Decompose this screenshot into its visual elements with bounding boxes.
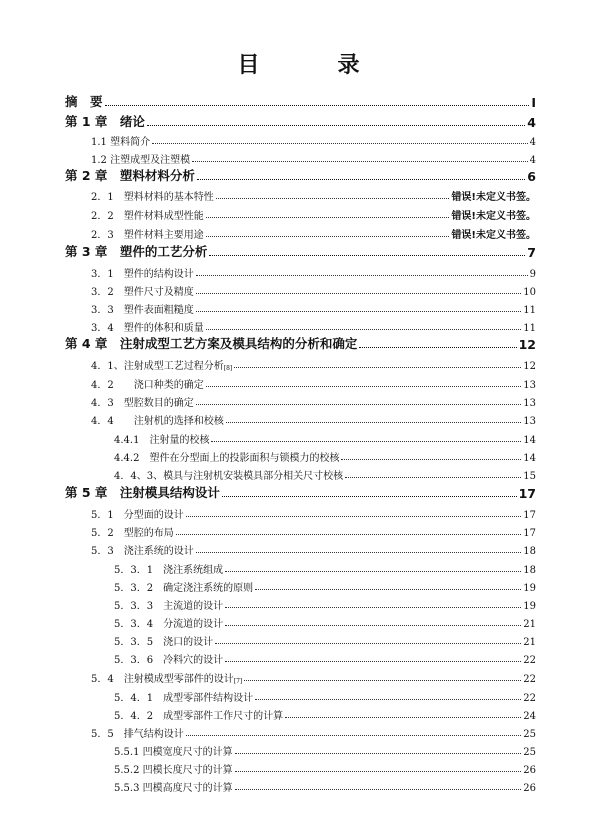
dot-leader [244,680,521,681]
toc-entry-label: 1.1 塑料简介 [91,137,151,148]
toc-page-number: 11 [523,323,536,334]
citation-superscript: [8] [223,365,233,372]
toc-entry-row[interactable] [0,612,597,630]
dot-leader [206,386,522,387]
toc-entry-label: 5．3．1 浇注系统组成 [114,565,224,576]
page-title: 目 录 [237,53,388,78]
toc-page-number: 21 [523,619,536,630]
toc-entry-row[interactable] [0,204,597,222]
toc-page-number: 22 [523,693,536,704]
toc-entry-row[interactable] [0,576,597,594]
toc-page-number: 13 [523,380,536,391]
toc-page-number: 25 [523,729,536,740]
dot-leader [225,625,521,626]
toc-page-number: 错误!未定义书签。 [451,211,536,222]
toc-chapter-row[interactable] [0,166,597,184]
toc-entry-label: 5．3．4 分流道的设计 [114,619,224,630]
toc-page-number: 14 [523,453,536,464]
toc-page-number: 21 [523,637,536,648]
dot-leader [359,347,516,348]
dot-leader [234,367,521,368]
dot-leader [196,275,528,276]
dot-leader [196,293,522,294]
toc-entry-row[interactable] [0,722,597,740]
toc-chapter-row[interactable] [0,92,597,110]
dot-leader [196,552,522,553]
toc-entry-row[interactable] [0,223,597,241]
toc-entry-label: 4．4 注射机的选择和校核 [91,416,224,427]
toc-entry-row[interactable] [0,130,597,148]
toc-page-number: 12 [523,361,536,372]
toc-entry-row[interactable] [0,503,597,521]
toc-chapter-row[interactable] [0,242,597,260]
toc-page-number: 错误!未定义书签。 [451,230,536,241]
toc-page-number: 14 [523,435,536,446]
toc-page-number: 17 [523,510,536,521]
toc-page-number: 4 [529,155,536,166]
toc-entry-label: 5.5.2 凹模长度尺寸的计算 [114,765,233,776]
toc-entry-label: 3．3 塑件表面粗糙度 [91,305,194,316]
toc-entry-label: 5．1 分型面的设计 [91,510,184,521]
toc-page-number: 15 [523,471,536,482]
toc-page-number: 19 [523,583,536,594]
toc-entry-row[interactable] [0,539,597,557]
toc-entry-row[interactable] [0,464,597,482]
toc-entry-label: 3．4 塑件的体积和质量 [91,323,204,334]
toc-entry-row[interactable] [0,280,597,298]
toc-page-number: 13 [523,398,536,409]
toc-entry-row[interactable] [0,409,597,427]
dot-leader [196,311,522,312]
dot-leader [222,496,517,497]
dot-leader [285,717,521,718]
dot-leader [176,534,522,535]
toc-entry-row[interactable] [0,667,597,685]
toc-entry-label: 5．3．3 主流道的设计 [114,601,224,612]
toc-page-number: 18 [523,565,536,576]
toc-entry-label: 5．3．5 浇口的设计 [114,637,214,648]
toc-page-number: I [531,95,536,110]
toc-entry-label: 5．4．1 成型零部件结构设计 [114,693,254,704]
toc-entry-row[interactable] [0,740,597,758]
toc-page-number: 4 [529,137,536,148]
toc-entry-label: 1.2 注塑成型及注塑模 [91,155,191,166]
toc-entry-row[interactable] [0,391,597,409]
toc-page-number: 26 [523,765,536,776]
toc-entry-label: 4．1、注射成型工艺过程分析 [91,361,224,372]
toc-entry-row[interactable] [0,521,597,539]
toc-entry-row[interactable] [0,298,597,316]
toc-page-number: 错误!未定义书签。 [451,192,536,203]
toc-entry-label: 第 1 章 绪论 [65,114,145,129]
toc-entry-label: 2．2 塑件材料成型性能 [91,211,204,222]
dot-leader [235,771,522,772]
toc-entry-label: 第 3 章 塑件的工艺分析 [65,244,208,259]
toc-entry-label: 第 5 章 注射模具结构设计 [65,485,220,500]
toc-page-number: 19 [523,601,536,612]
toc-entry-label: 3．1 塑件的结构设计 [91,269,194,280]
dot-leader [197,179,525,180]
dot-leader [206,329,522,330]
toc-page-number: 17 [523,528,536,539]
dot-leader [225,661,521,662]
toc-entry-row[interactable] [0,148,597,166]
toc-entry-label: 2．3 塑件材料主要用途 [91,230,204,241]
toc-entry-row[interactable] [0,776,597,794]
toc-entry-row[interactable] [0,262,597,280]
dot-leader [186,735,522,736]
dot-leader [235,753,522,754]
toc-entry-row[interactable] [0,594,597,612]
toc-entry-row[interactable] [0,446,597,464]
dot-leader [216,198,450,199]
toc-entry-label: 3．2 塑件尺寸及精度 [91,287,194,298]
toc-entry-label: 第 4 章 注射成型工艺方案及模具结构的分析和确定 [65,336,358,351]
toc-entry-label: 5．3 浇注系统的设计 [91,546,194,557]
toc-chapter-row[interactable] [0,483,597,501]
toc-page-number: 24 [523,711,536,722]
toc-entry-label: 5．3．2 确定浇注系统的原则 [114,583,254,594]
toc-entry-row[interactable] [0,185,597,203]
dot-leader [206,236,450,237]
toc-entry-label: 5．2 型腔的布局 [91,528,174,539]
toc-page-number: 6 [527,169,536,184]
citation-superscript: [7] [233,678,243,685]
toc-page-number: 25 [523,747,536,758]
toc-entry-row[interactable] [0,558,597,576]
dot-leader [226,422,522,423]
dot-leader [255,699,521,700]
dot-leader [255,589,521,590]
dot-leader [186,516,522,517]
toc-entry-row[interactable] [0,686,597,704]
toc-entry-label: 4．4、3、模具与注射机安装模具部分相关尺寸校核 [114,471,344,482]
dot-leader [225,607,521,608]
toc-entry-label: 5．4．2 成型零部件工作尺寸的计算 [114,711,284,722]
toc-entry-row[interactable] [0,316,597,334]
toc-entry-label: 4．2 浇口种类的确定 [91,380,204,391]
dot-leader [345,477,521,478]
dot-leader [147,125,525,126]
toc-entry-label: 5.5.3 凹模高度尺寸的计算 [114,783,233,794]
dot-leader [341,459,521,460]
dot-leader [206,217,450,218]
toc-entry-label: 摘 要 [65,94,103,109]
toc-page-number: 22 [523,655,536,666]
dot-leader [235,789,522,790]
toc-page-number: 22 [523,674,536,685]
toc-page-number: 12 [518,337,536,352]
toc-entry-label: 5．3．6 冷料穴的设计 [114,655,224,666]
dot-leader [152,143,528,144]
toc-entry-row[interactable] [0,758,597,776]
toc-entry-row[interactable] [0,428,597,446]
toc-entry-label: 4.4.2 塑件在分型面上的投影面积与锁模力的校核 [114,453,340,464]
toc-entry-label: 4．3 型腔数目的确定 [91,398,194,409]
toc-page-number: 4 [527,115,536,130]
toc-chapter-row[interactable] [0,112,597,130]
toc-page-number: 17 [518,486,536,501]
toc-entry-label: 第 2 章 塑料材料分析 [65,168,195,183]
toc-entry-row[interactable] [0,648,597,666]
toc-entry-label: 5．5 排气结构设计 [91,729,184,740]
dot-leader [215,643,521,644]
toc-entry-label: 4.4.1 注射量的校核 [114,435,210,446]
toc-entry-row[interactable] [0,704,597,722]
toc-page-number: 13 [523,416,536,427]
toc-page-number: 26 [523,783,536,794]
dot-leader [225,571,521,572]
toc-entry-label: 5.5.1 凹模宽度尺寸的计算 [114,747,233,758]
dot-leader [209,255,525,256]
dot-leader [192,161,528,162]
dot-leader [211,441,521,442]
toc-page-number: 9 [529,269,536,280]
dot-leader [196,404,522,405]
toc-page-number: 18 [523,546,536,557]
toc-entry-row[interactable] [0,354,597,372]
toc-entry-label: 5．4 注射模成型零部件的设计 [91,674,234,685]
toc-page-number: 7 [527,245,536,260]
toc-page-number: 11 [523,305,536,316]
toc-chapter-row[interactable] [0,334,597,352]
toc-page-number: 10 [523,287,536,298]
toc-entry-label: 2．1 塑料材料的基本特性 [91,192,214,203]
toc-entry-row[interactable] [0,630,597,648]
dot-leader [105,105,530,106]
toc-entry-row[interactable] [0,373,597,391]
